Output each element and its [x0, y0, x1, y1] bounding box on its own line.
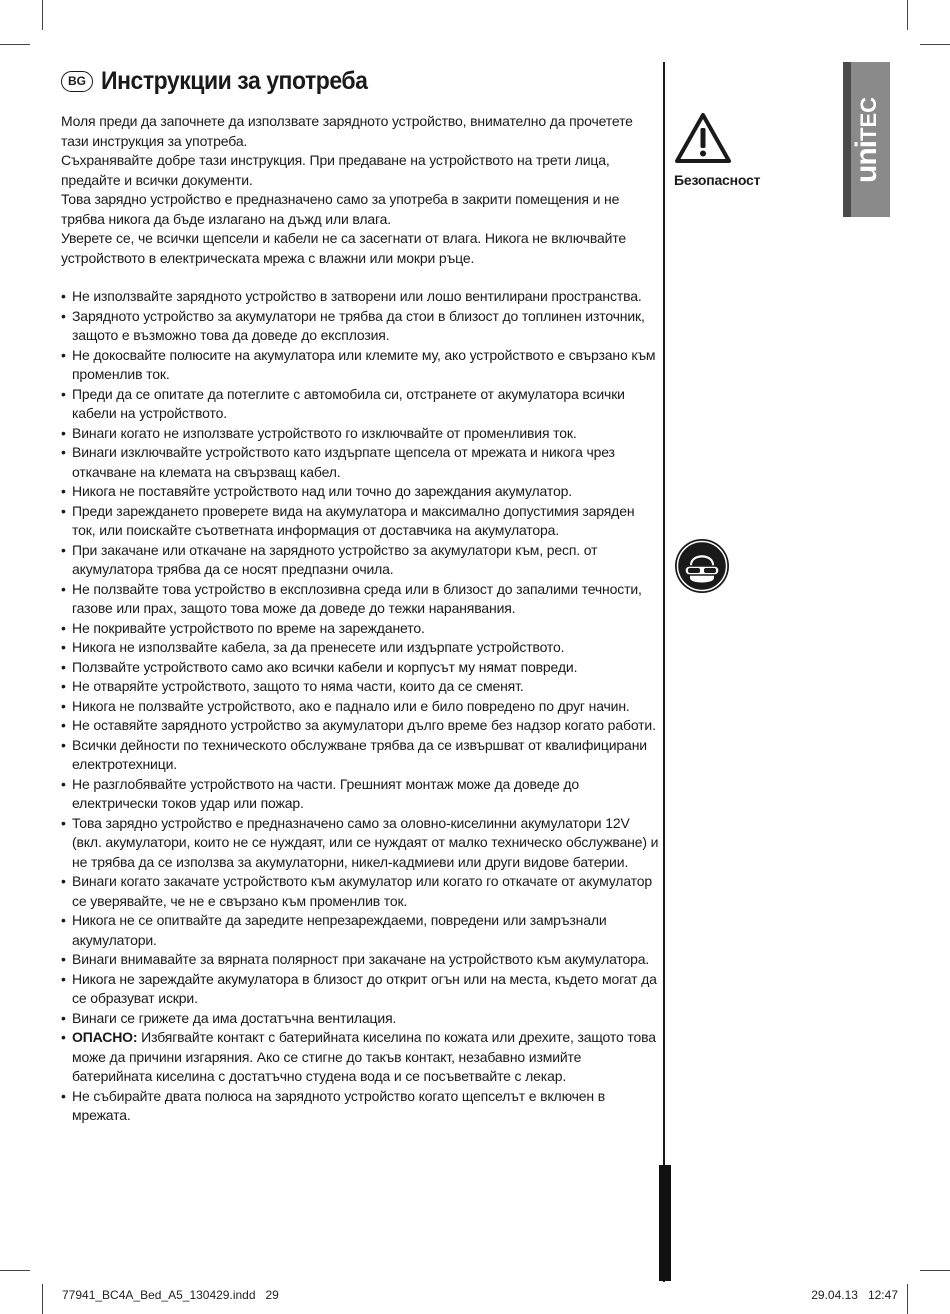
list-item-text: Не разглобявайте устройството на части. Грешният монтаж може да доведе до електрически токов удар или пожар.	[72, 775, 580, 811]
safety-list	[61, 287, 661, 1126]
list-item-text: При закачане или откачане на зарядното устройство за акумулатори към, респ. от акумулатора трябва да се носят предпазни очила.	[72, 541, 598, 577]
list-item	[61, 287, 661, 307]
intro-paragraph: Това зарядно устройство е предназначено само за употреба в закрити помещения и не трябва никога да бъде излагано на дъжд или влага.	[61, 191, 620, 227]
bullet-icon: •	[61, 736, 66, 753]
bullet-icon: •	[61, 970, 66, 987]
crop-mark	[920, 44, 950, 45]
list-item	[61, 677, 661, 697]
language-badge: BG	[61, 71, 93, 92]
bullet-icon: •	[61, 483, 66, 499]
crop-mark	[42, 1284, 43, 1314]
list-item-text: Преди да се опитате да потеглите с автомобила си, отстранете от акумулатора всички кабели на устройството.	[72, 385, 625, 421]
bullet-icon: •	[61, 678, 66, 694]
list-item-text: Не събирайте двата полюса на зарядното устройство когато щепселът е включен в мрежата.	[72, 1087, 606, 1123]
title-text: Инструкции за употреба	[101, 66, 368, 95]
bullet-icon: •	[61, 424, 66, 441]
bullet-icon: •	[61, 288, 66, 304]
list-item-text: Винаги когато закачате устройството към акумулатор или когато го откачате от акумулатор се уверявайте, че не е свързано към променлив ток.	[72, 873, 653, 909]
list-item	[61, 1009, 661, 1029]
crop-mark	[907, 1284, 908, 1314]
bullet-icon: •	[61, 658, 66, 675]
list-item-text: Не покривайте устройството по време на зареждането.	[72, 619, 425, 636]
list-item	[61, 619, 661, 639]
list-item-text: Не отваряйте устройството, защото то няма части, които да се сменят.	[72, 678, 524, 694]
list-item	[61, 424, 661, 444]
list-item	[61, 736, 661, 775]
list-item-text: Винаги изключвайте устройството като издърпате щепсела от мрежата и никога чрез откачване на клемата на свързващ кабел.	[72, 444, 615, 480]
bullet-icon: •	[61, 502, 66, 519]
brand-logo: uniTEC	[849, 96, 883, 183]
list-item-text: Никога не поставяйте устройството над или точно до зареждания акумулатор.	[72, 483, 572, 499]
bullet-icon: •	[61, 385, 66, 402]
bullet-icon: •	[61, 1087, 66, 1104]
crop-mark	[42, 0, 43, 30]
bullet-icon: •	[61, 775, 66, 792]
list-item	[61, 716, 661, 736]
crop-mark	[907, 0, 908, 30]
list-item-text: Никога не ползвайте устройството, ако е паднало или е било повредено по друг начин.	[72, 697, 630, 714]
list-item	[61, 580, 661, 619]
list-item	[61, 1028, 661, 1087]
footer-file-info: 77941_BC4A_Bed_A5_130429.indd 29	[62, 1288, 279, 1302]
bullet-icon: •	[61, 619, 66, 636]
bullet-icon: •	[61, 346, 66, 363]
list-item-text: Винаги когато не използвате устройството го изключвайте от променливия ток.	[72, 424, 577, 441]
list-item	[61, 638, 661, 658]
crop-mark	[0, 1270, 30, 1271]
list-item	[61, 346, 661, 385]
bullet-icon: •	[61, 1029, 66, 1045]
list-item-text: Това зарядно устройство е предназначено само за оловно-киселинни акумулатори 12V (вкл. акумулатори, които не се нуждаят, или се нуждаят от малко техническо обслужване) и не трябва да се използва за акумулаторни, никел-кадмиеви или други видове батерии.	[72, 814, 659, 870]
list-item	[61, 1087, 661, 1126]
warning-triangle-icon	[674, 112, 732, 164]
safety-goggles-icon	[674, 538, 730, 594]
list-item-text: Преди зареждането проверете вида на акумулатора и максимално допустимия заряден ток, или поискайте съответната информация от доставчика на акумулатора.	[72, 502, 635, 538]
list-item	[61, 482, 661, 502]
bullet-icon: •	[61, 912, 66, 928]
list-item-text: Никога не зареждайте акумулатора в близост до открит огън или на места, където могат да се образуват искри.	[72, 970, 657, 1006]
list-item	[61, 658, 661, 678]
bullet-icon: •	[61, 697, 66, 714]
list-item-text: Не докосвайте полюсите на акумулатора или клемите му, ако устройството е свързано към променлив ток.	[72, 346, 656, 382]
list-item-text: Никога не използвайте кабела, за да пренесете или издърпате устройството.	[72, 639, 565, 655]
bullet-icon: •	[61, 1009, 66, 1026]
intro-paragraph: Уверете се, че всички щепсели и кабели не са засегнати от влага. Никога не включвайте устройството в електрическата мрежа с влажни или мокри ръце.	[61, 230, 627, 266]
bullet-icon: •	[61, 541, 66, 558]
list-item-text: Зарядното устройство за акумулатори не трябва да стои в близост до топлинен източник, защото е възможно това да доведе до експлозия.	[72, 307, 645, 343]
list-item	[61, 814, 661, 873]
bullet-icon: •	[61, 951, 66, 967]
footer-date-time: 29.04.13 12:47	[811, 1288, 898, 1302]
list-item-text: Винаги се грижете да има достатъчна вентилация.	[72, 1009, 397, 1026]
list-item-text: Всички дейности по техническото обслужване трябва да се извършват от квалифицирани електротехници.	[72, 736, 647, 772]
instructions-body	[61, 112, 661, 1126]
danger-label: ОПАСНО:	[72, 1029, 138, 1045]
list-item	[61, 307, 661, 346]
bullet-icon: •	[61, 444, 66, 460]
list-item	[61, 775, 661, 814]
list-item-text: Винаги внимавайте за вярната полярност при закачане на устройството към акумулатора.	[72, 951, 650, 967]
list-item	[61, 911, 661, 950]
crop-mark	[920, 1270, 950, 1271]
bullet-icon: •	[61, 307, 66, 324]
list-item	[61, 970, 661, 1009]
list-item	[61, 950, 661, 970]
intro-paragraph: Моля преди да започнете да използвате зарядното устройство, внимателно да прочетете тази инструкция за употреба.	[61, 113, 633, 149]
list-item	[61, 872, 661, 911]
intro-section	[61, 112, 661, 268]
bullet-icon: •	[61, 717, 66, 733]
list-item-text: Не оставяйте зарядното устройство за акумулатори дълго време без надзор когато работи.	[72, 717, 656, 733]
bullet-icon: •	[61, 580, 66, 597]
page-title	[61, 64, 621, 98]
list-item-text: Никога не се опитвайте да заредите непрезареждаеми, повредени или замръзнали акумулатори.	[72, 912, 607, 948]
list-item	[61, 541, 661, 580]
column-divider	[663, 62, 665, 1282]
brand-tab	[843, 62, 890, 217]
list-item	[61, 502, 661, 541]
list-item-text: Избягвайте контакт с батерийната киселина по кожата или дрехите, защото това може да причини изгаряния. Ако се стигне до такъв контакт, незабавно измийте батерийната киселина с достатъчно студена вода и се посъветвайте с лекар.	[72, 1029, 656, 1084]
list-item-text: Не ползвайте това устройство в експлозивна среда или в близост до запалими течности, газове или прах, защото това може да доведе до тежки наранявания.	[72, 580, 642, 616]
list-item	[61, 697, 661, 717]
bullet-icon: •	[61, 873, 66, 889]
list-item-text: Ползвайте устройството само ако всички кабели и корпусът му нямат повреди.	[72, 658, 578, 675]
intro-paragraph: Съхранявайте добре тази инструкция. При предаване на устройството на трети лица, предайте и всички документи.	[61, 152, 610, 188]
column-divider-accent	[659, 1165, 671, 1281]
crop-mark	[0, 44, 30, 45]
section-label-safety: Безопасност	[674, 172, 761, 188]
list-item	[61, 443, 661, 482]
list-item-text: Не използвайте зарядното устройство в затворени или лошо вентилирани пространства.	[72, 288, 642, 304]
bullet-icon: •	[61, 639, 66, 655]
list-item	[61, 385, 661, 424]
bullet-icon: •	[61, 814, 66, 831]
